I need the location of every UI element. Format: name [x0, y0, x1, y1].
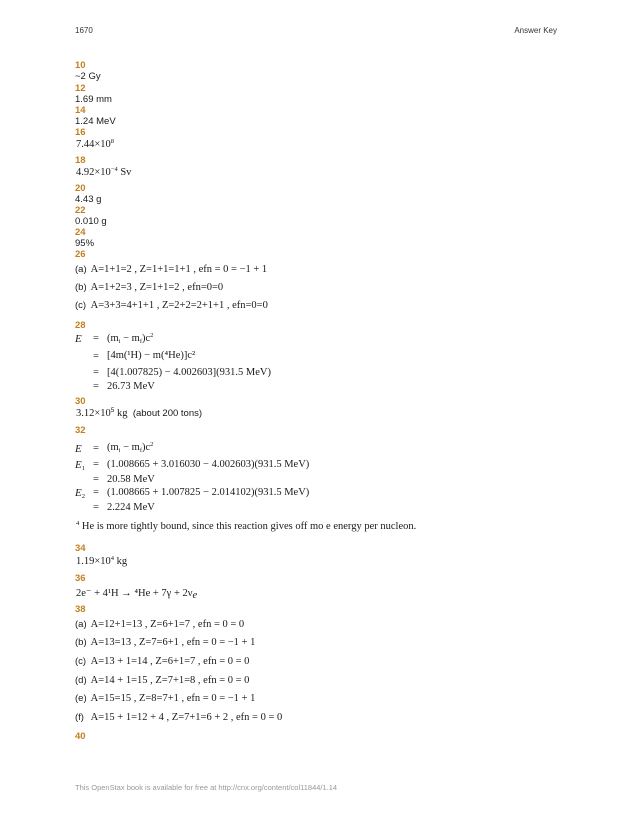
answer-note: (about 200 tons) — [132, 408, 203, 419]
part-expression: A=1+1=2 , Z=1+1=1+1 , efn = 0 = −1 + 1 — [90, 264, 268, 275]
answer-number: 30 — [75, 396, 86, 407]
answer-part — [75, 712, 282, 723]
equation-rhs: [4(1.007825) − 4.002603](931.5 MeV) — [107, 367, 271, 378]
math-unit: kg — [114, 408, 128, 419]
answer-number: 22 — [75, 205, 86, 216]
part-label: (b) — [75, 282, 87, 293]
equation-lhs: $E_2$ — [75, 487, 85, 500]
equals-sign: = — [93, 502, 99, 513]
math-unit: Sv — [117, 167, 132, 178]
answer-part — [75, 619, 244, 630]
answer-number: 20 — [75, 183, 86, 194]
equation-rhs: (1.008665 + 3.016030 − 4.002603)(931.5 MeV) — [107, 459, 310, 470]
part-expression: A=13 + 1=14 , Z=6+1=7 , efn = 0 = 0 — [90, 656, 250, 667]
answer-statement: $^4$ He is more tightly bound, since this reaction gives off mo e energy per nucleon. — [76, 520, 417, 532]
equation-rhs: 20.58 MeV — [107, 474, 155, 485]
answer-part — [75, 300, 268, 311]
equation-rhs: (1.008665 + 1.007825 − 2.014102)(931.5 MeV) — [107, 487, 310, 498]
answer-text: 1.69 mm — [75, 94, 112, 105]
equals-sign: = — [93, 459, 99, 470]
answer-number: 12 — [75, 83, 86, 94]
answer-part — [75, 282, 223, 293]
part-expression: A=13=13 , Z=7=6+1 , efn = 0 = −1 + 1 — [90, 637, 256, 648]
part-label: (e) — [75, 693, 87, 704]
answer-number: 38 — [75, 604, 86, 615]
part-expression: A=15 + 1=12 + 4 , Z=7+1=6 + 2 , efn = 0 = 0 — [90, 712, 283, 723]
section-title: Answer Key — [514, 26, 557, 35]
equals-sign: = — [93, 443, 99, 454]
answer-math: $2e^- + 4^1H \to ^4He + 7\gamma + 2\nu_e$ — [76, 588, 198, 601]
answer-number: 40 — [75, 731, 86, 742]
answer-part — [75, 264, 267, 275]
math-base: 7.44×10 — [76, 139, 111, 150]
answer-number: 34 — [75, 543, 86, 554]
math-exponent: 8 — [110, 138, 115, 145]
part-label: (b) — [75, 637, 87, 648]
answer-math — [76, 139, 114, 150]
part-expression: A=14 + 1=15 , Z=7+1=8 , efn = 0 = 0 — [90, 675, 250, 686]
math-base: 3.12×10 — [76, 408, 111, 419]
answer-text: 95% — [75, 238, 95, 249]
equals-sign: = — [93, 367, 99, 378]
answer-number: 28 — [75, 320, 86, 331]
part-expression: A=3+3=4+1+1 , Z=2+2=2+1+1 , efn=0=0 — [90, 300, 268, 311]
equation-rhs: [4m(¹H) − m(⁴He)]c² — [107, 350, 196, 361]
page-number: 1670 — [75, 26, 93, 35]
answer-text: ~2 Gy — [75, 71, 101, 82]
answer-number: 10 — [75, 60, 86, 71]
answer-number: 26 — [75, 249, 86, 260]
part-label: (c) — [75, 300, 87, 311]
part-label: (d) — [75, 675, 87, 686]
part-expression: A=12+1=13 , Z=6+1=7 , efn = 0 = 0 — [90, 619, 245, 630]
answer-number: 16 — [75, 127, 86, 138]
answer-text: 1.24 MeV — [75, 116, 116, 127]
math-base: 4.92×10 — [76, 167, 111, 178]
answer-math — [76, 408, 202, 419]
answer-number: 36 — [75, 573, 86, 584]
part-expression: A=15=15 , Z=8=7+1 , efn = 0 = −1 + 1 — [90, 693, 256, 704]
answer-number: 32 — [75, 425, 86, 436]
equation-lhs: $E_1$ — [75, 459, 85, 472]
part-label: (a) — [75, 619, 87, 630]
page-footer: This OpenStax book is available for free at http://cnx.org/content/col11844/1.14 — [75, 783, 338, 792]
equation-lhs: E — [75, 333, 82, 345]
answer-part — [75, 656, 249, 667]
answer-text: 4.43 g — [75, 194, 102, 205]
equation-rhs: $(m_i - m_f)c^2$ — [107, 441, 154, 454]
part-label: (a) — [75, 264, 87, 275]
answer-number: 18 — [75, 155, 86, 166]
equation-rhs: 2.224 MeV — [107, 502, 155, 513]
equals-sign: = — [93, 474, 99, 485]
answer-text: 0.010 g — [75, 216, 107, 227]
equals-sign: = — [93, 487, 99, 498]
answer-part — [75, 637, 255, 648]
equation-rhs: $(m_i - m_f)c^2$ — [107, 332, 154, 345]
equals-sign: = — [93, 351, 99, 362]
part-expression: A=1+2=3 , Z=1+1=2 , efn=0=0 — [90, 282, 224, 293]
equals-sign: = — [93, 381, 99, 392]
math-exponent: 5 — [110, 407, 115, 414]
equation-lhs: E — [75, 443, 82, 455]
answer-math — [76, 167, 131, 178]
answer-part — [75, 675, 249, 686]
equation-rhs: 26.73 MeV — [107, 381, 155, 392]
answer-number: 14 — [75, 105, 86, 116]
answer-part — [75, 693, 255, 704]
part-label: (f) — [75, 712, 84, 723]
answer-number: 24 — [75, 227, 86, 238]
part-label: (c) — [75, 656, 87, 667]
math-exponent: −4 — [110, 166, 118, 173]
equals-sign: = — [93, 333, 99, 344]
answer-math: $1.19\times 10^4$ kg — [76, 555, 128, 567]
